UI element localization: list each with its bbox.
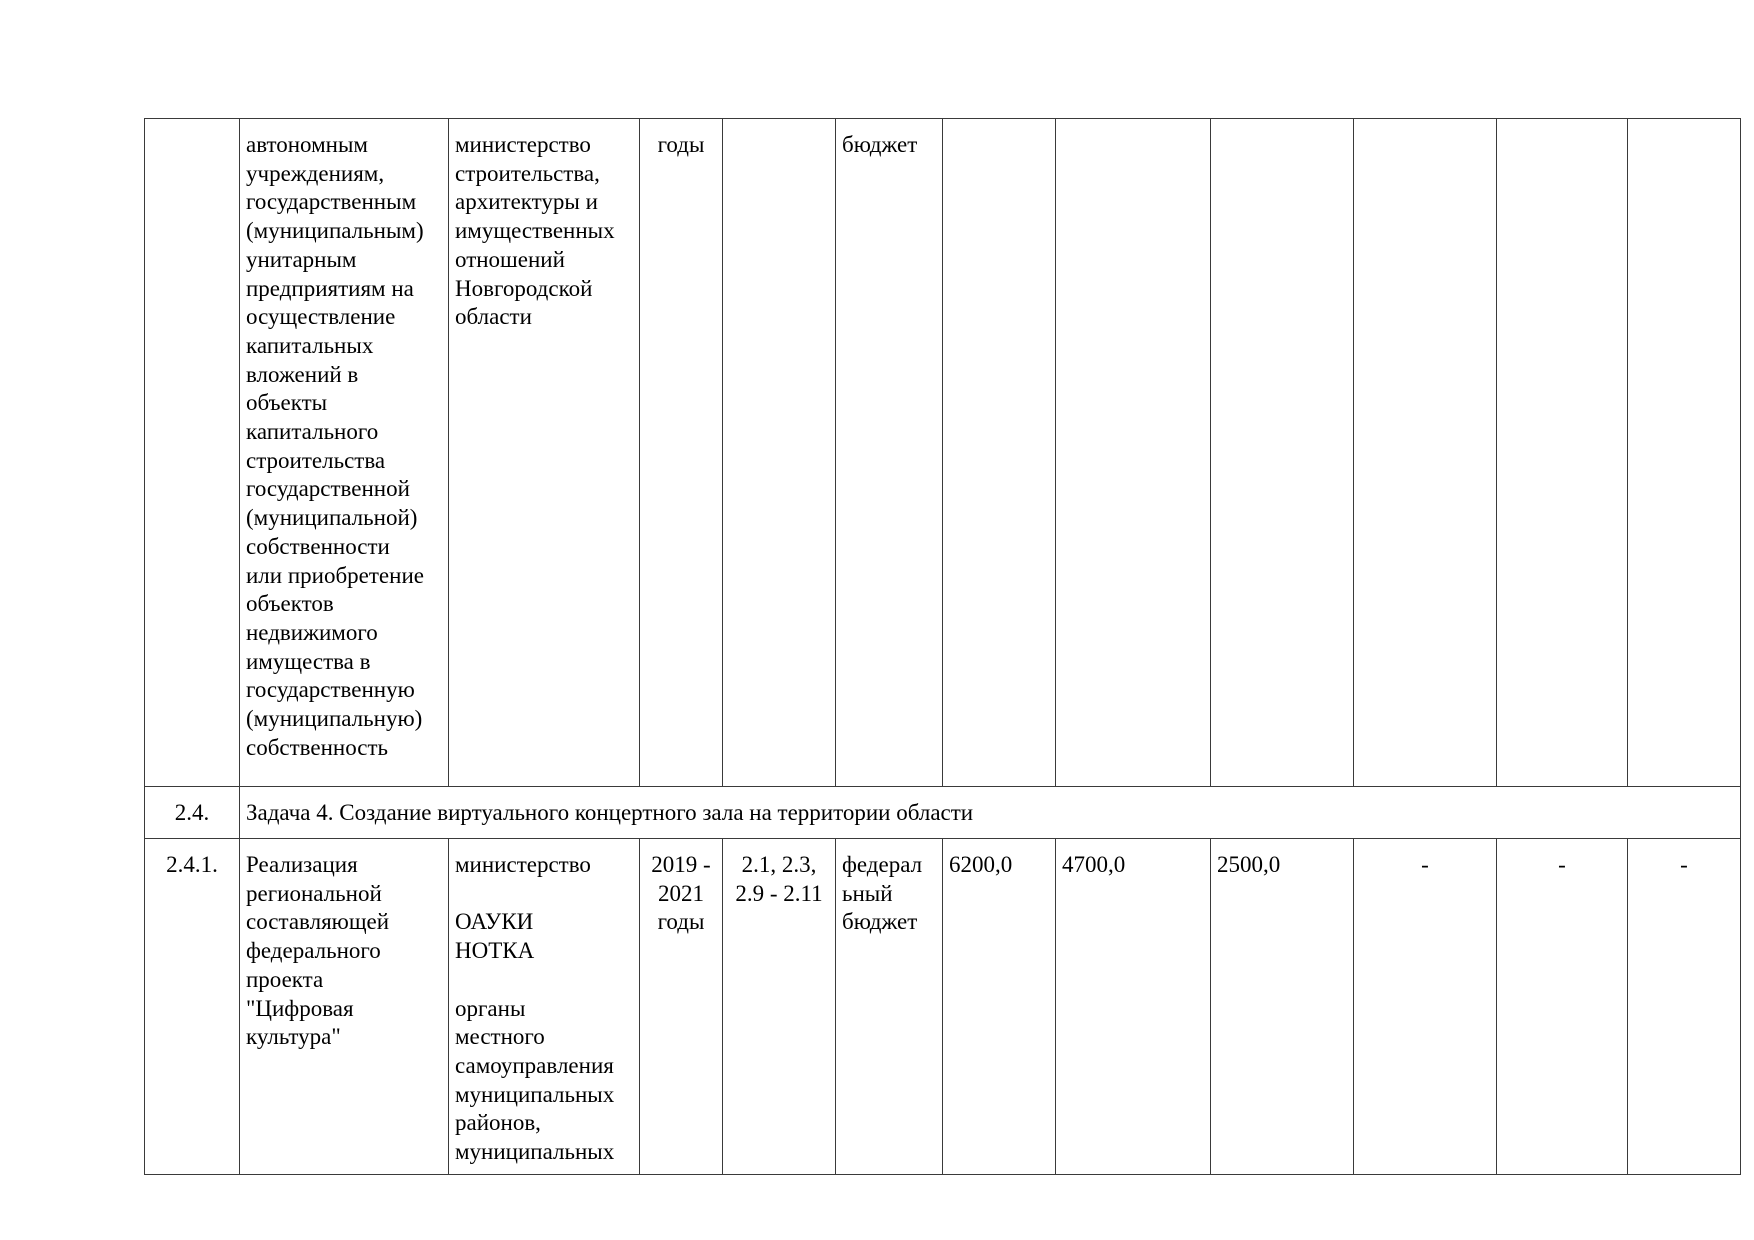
table-row-continuation xyxy=(145,119,1741,787)
amount-cell-6 xyxy=(1628,119,1741,787)
event-name-cell: автономным учреждениям, государственным (муниципальным) унитарным предприятиям на осуществление капитальных вложений в объекты капитального строительства государственной (муниципальной) собственности или приобретение объектов недвижимого имущества в государственную (муниципальную) собственность xyxy=(240,119,449,787)
target-indicators-cell: 2.1, 2.3, 2.9 - 2.11 xyxy=(723,839,836,1175)
executor-cell: министерство ОАУКИ НОТКА органы местного самоуправления муниципальных районов, муниципальных xyxy=(449,839,640,1175)
executor-cell: министерство строительства, архитектуры и имущественных отношений Новгородской области xyxy=(449,119,640,787)
amount-cell-5: - xyxy=(1497,839,1628,1175)
amount-cell-5 xyxy=(1497,119,1628,787)
period-cell: годы xyxy=(640,119,723,787)
amount-cell-1 xyxy=(943,119,1056,787)
event-name-cell: Реализация региональной составляющей федерального проекта "Цифровая культура" xyxy=(240,839,449,1175)
amount-cell-3: 2500,0 xyxy=(1211,839,1354,1175)
amount-cell-3 xyxy=(1211,119,1354,787)
task-title-cell: Задача 4. Создание виртуального концертного зала на территории области xyxy=(240,787,1741,839)
amount-cell-2 xyxy=(1056,119,1211,787)
amount-cell-2: 4700,0 xyxy=(1056,839,1211,1175)
program-table xyxy=(144,118,1741,1175)
amount-cell-1: 6200,0 xyxy=(943,839,1056,1175)
table-row-2-4-1 xyxy=(145,839,1741,1175)
period-cell: 2019 - 2021 годы xyxy=(640,839,723,1175)
row-number-cell xyxy=(145,119,240,787)
amount-cell-6: - xyxy=(1628,839,1741,1175)
amount-cell-4: - xyxy=(1354,839,1497,1175)
target-indicators-cell xyxy=(723,119,836,787)
funding-source-cell: бюджет xyxy=(836,119,943,787)
funding-source-cell: федерал ьный бюджет xyxy=(836,839,943,1175)
row-number-cell: 2.4.1. xyxy=(145,839,240,1175)
amount-cell-4 xyxy=(1354,119,1497,787)
task-number-cell: 2.4. xyxy=(145,787,240,839)
table-row-task xyxy=(145,787,1741,839)
